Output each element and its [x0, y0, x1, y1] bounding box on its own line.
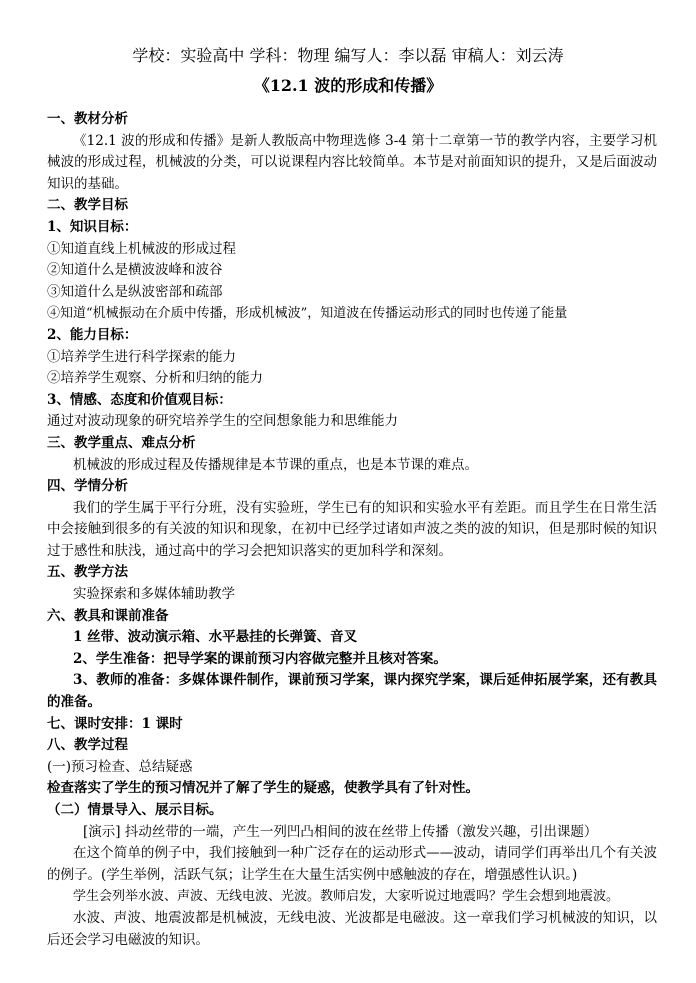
- section-heading-student-analysis: 四、学情分析: [47, 478, 128, 495]
- teaching-aids-item-2: 2、学生准备：把导学案的课前预习内容做完整并且核对答案。: [73, 650, 447, 667]
- knowledge-goals-label: 1、知识目标：: [47, 218, 138, 235]
- ability-goals-label: 2、能力目标：: [47, 326, 138, 343]
- process-part-1-paragraph: 检查落实了学生的预习情况并了解了学生的疑惑，使教学具有了针对性。: [47, 780, 479, 797]
- knowledge-goal-4: ④知道“机械振动在介质中传播，形成机械波”，知道波在传播运动形式的同时也传递了能量: [47, 306, 568, 322]
- section-heading-textbook-analysis: 一、教材分析: [47, 111, 128, 127]
- textbook-analysis-paragraph: 《12.1 波的形成和传播》是新人教版高中物理选修 3-4 第十二章第一节的教学内容，主要学习机械波的形成过程，机械波的分类，可以说课程内容比较简单。本节是对前面知识的提升，又是后面波动知识的基础。: [47, 132, 657, 192]
- section-heading-teaching-aids: 六、教具和课前准备: [47, 607, 169, 624]
- process-paragraph-3: 水波、声波、地震波都是机械波，无线电波、光波都是电磁波。这一章我们学习机械波的知识，以后还会学习电磁波的知识。: [47, 909, 657, 948]
- knowledge-goal-1: ①知道直线上机械波的形成过程: [47, 240, 236, 257]
- process-part-1-label: (一)预习检查、总结疑惑: [47, 758, 193, 775]
- process-paragraph-1: 在这个简单的例子中，我们接触到一种广泛存在的运动形式——波动，请同学们再举出几个有关波的例子。(学生举例，活跃气氛；让学生在大量生活实例中感触波的存在，增强感性认识。): [47, 845, 657, 883]
- document-title: 《12.1 波的形成和传播》: [253, 76, 443, 95]
- document-header: 学校：实验高中 学科：物理 编写人：李以磊 审稿人：刘云涛: [132, 46, 564, 65]
- section-heading-teaching-process: 八、教学过程: [47, 737, 128, 754]
- teaching-aids-item-1: 1 丝带、波动演示箱、水平悬挂的长弹簧、音叉: [73, 629, 358, 646]
- ability-goal-2: ②培养学生观察、分析和归纳的能力: [47, 370, 263, 387]
- process-demo-line: [演示] 抖动丝带的一端，产生一列凹凸相间的波在丝带上传播（激发兴趣，引出课题）: [83, 823, 598, 840]
- section-heading-teaching-methods: 五、教学方法: [47, 564, 128, 581]
- student-analysis-paragraph: 我们的学生属于平行分班，没有实验班，学生已有的知识和实验水平有差距。而且学生在日常生活中会接触到很多的有关波的知识和现象，在初中已经学过诸如声波之类的波的知识，但是那时候的知识过于感性和肤浅，通过高中的学习会把知识落实的更加科学和深刻。: [47, 499, 657, 559]
- process-paragraph-2: 学生会列举水波、声波、无线电波、光波。教师启发，大家听说过地震吗？学生会想到地震波。: [73, 889, 620, 905]
- knowledge-goal-2: ②知道什么是横波波峰和波谷: [47, 262, 223, 279]
- teaching-methods-paragraph: 实验探索和多媒体辅助教学: [73, 586, 235, 603]
- emotion-goal-1: 通过对波动现象的研究培养学生的空间想象能力和思维能力: [47, 413, 398, 430]
- section-heading-key-points: 三、教学重点、难点分析: [47, 434, 196, 451]
- section-heading-class-hours: 七、课时安排：1 课时: [47, 715, 183, 732]
- document-body: [47, 109, 657, 951]
- key-points-paragraph: 机械波的形成过程及传播规律是本节课的重点，也是本节课的难点。: [73, 456, 478, 473]
- process-part-2-label: （二）情景导入、展示目标。: [47, 802, 223, 818]
- section-heading-teaching-goals: 二、教学目标: [47, 197, 128, 214]
- ability-goal-1: ①培养学生进行科学探索的能力: [47, 348, 236, 365]
- knowledge-goal-3: ③知道什么是纵波密部和疏部: [47, 283, 223, 300]
- teaching-aids-item-3: 3、教师的准备：多媒体课件制作，课前预习学案，课内探究学案，课后延伸拓展学案，还有教具的准备。: [47, 672, 657, 711]
- emotion-goals-label: 3、情感、态度和价值观目标：: [47, 391, 232, 408]
